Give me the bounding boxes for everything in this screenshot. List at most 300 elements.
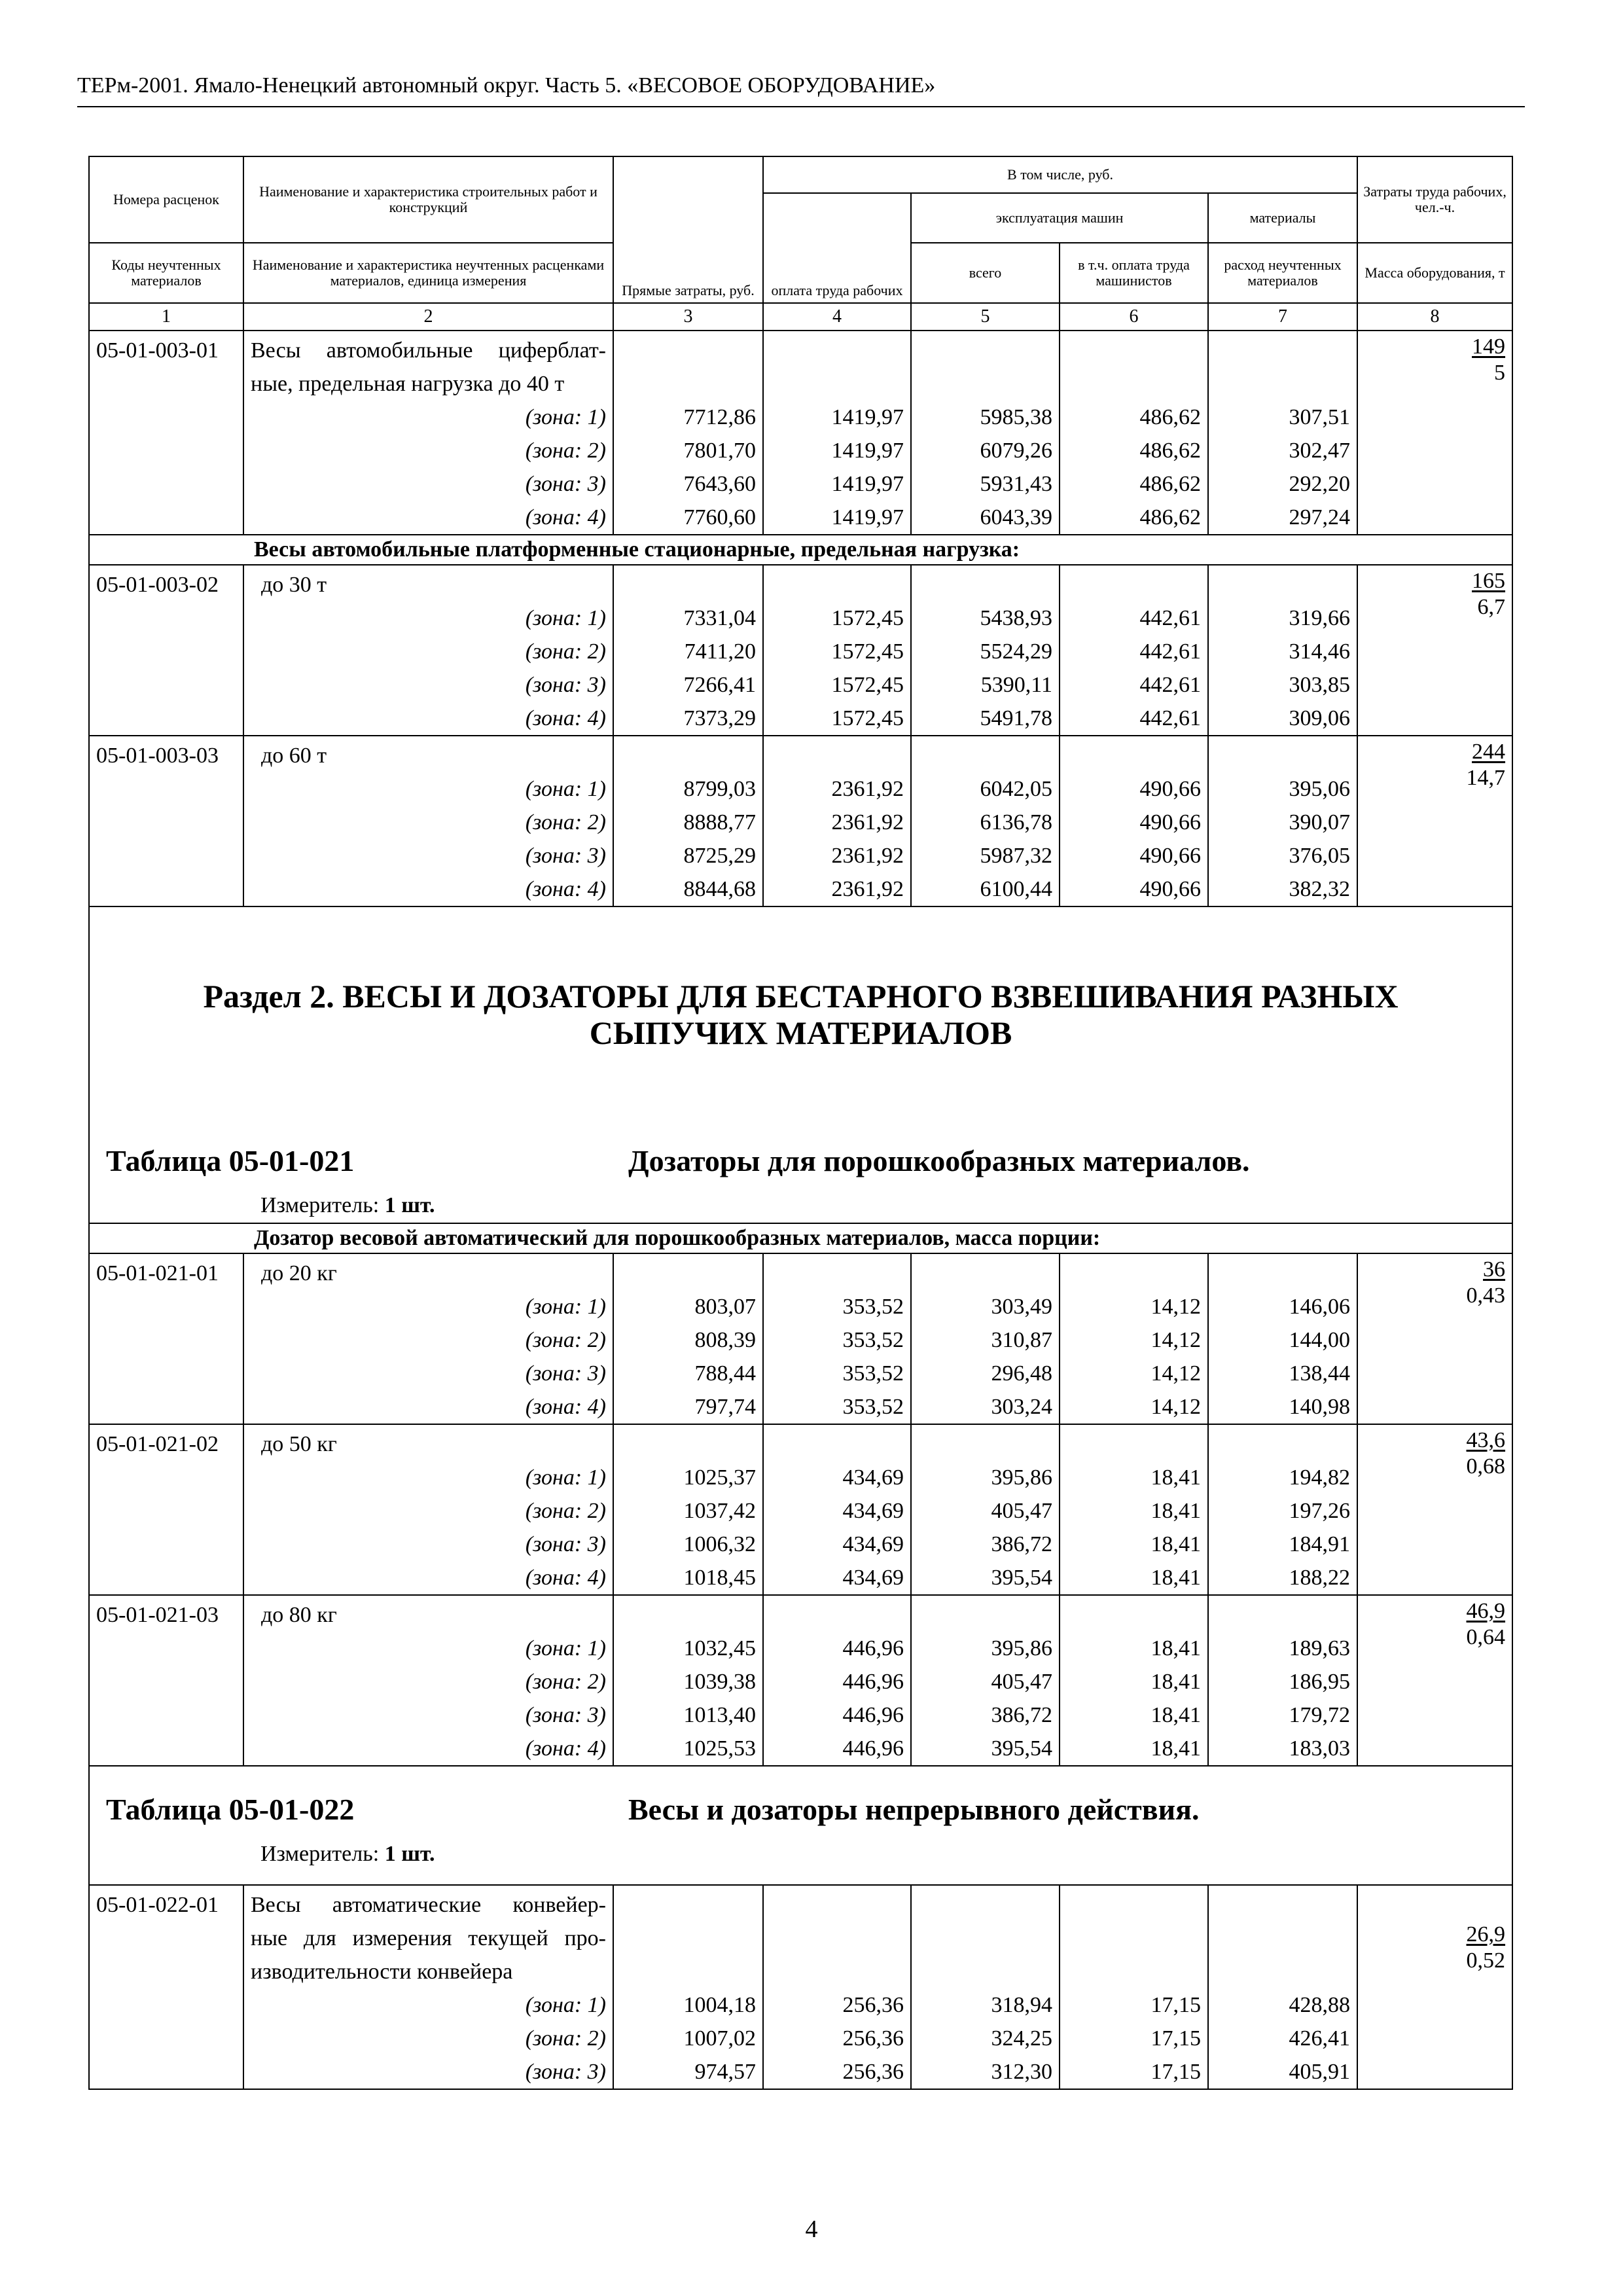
value-materials: 428,88 bbox=[1289, 1993, 1351, 2017]
value-materials: 188,22 bbox=[1289, 1566, 1351, 1590]
zone-label: (зона: 4) bbox=[525, 1736, 606, 1761]
rate-code: 05-01-022-01 bbox=[89, 1885, 243, 2089]
value-operators: 14,12 bbox=[1150, 1395, 1201, 1419]
rate-row bbox=[89, 1885, 1512, 2089]
col-total: всего bbox=[911, 243, 1060, 303]
value-operators: 486,62 bbox=[1139, 472, 1201, 496]
value-direct: 8725,29 bbox=[683, 844, 756, 868]
cell-operators bbox=[1060, 331, 1208, 535]
value-operators: 17,15 bbox=[1150, 2060, 1201, 2084]
col-codes-unaccounted: Коды неучтенных материалов bbox=[89, 243, 243, 303]
rate-name-line: до 50 кг bbox=[261, 1432, 337, 1456]
zone-label: (зона: 3) bbox=[525, 472, 606, 496]
spacer bbox=[1067, 1257, 1201, 1290]
rate-code: 05-01-021-02 bbox=[89, 1424, 243, 1595]
value-direct: 1037,42 bbox=[683, 1499, 756, 1523]
value-operators: 18,41 bbox=[1150, 1670, 1201, 1694]
cell-operators bbox=[1060, 565, 1208, 736]
cell-pay bbox=[763, 1595, 911, 1766]
value-direct: 7411,20 bbox=[684, 639, 756, 664]
value-machines: 303,49 bbox=[991, 1295, 1052, 1319]
value-operators: 17,15 bbox=[1150, 1993, 1201, 2017]
rate-name-line: до 20 кг bbox=[261, 1261, 337, 1285]
value-machines: 5390,11 bbox=[980, 673, 1052, 697]
value-operators: 18,41 bbox=[1150, 1636, 1201, 1660]
value-operators: 17,15 bbox=[1150, 2026, 1201, 2051]
value-direct: 7801,70 bbox=[683, 439, 756, 463]
cell-machines bbox=[911, 331, 1060, 535]
labor-value: 26,9 bbox=[1466, 1922, 1506, 1946]
cell-operators bbox=[1060, 1424, 1208, 1595]
zone-label: (зона: 2) bbox=[525, 1328, 606, 1352]
cell-direct bbox=[613, 565, 763, 736]
value-direct: 8888,77 bbox=[683, 810, 756, 834]
rate-name-cell bbox=[243, 736, 613, 906]
value-operators: 486,62 bbox=[1139, 505, 1201, 529]
col-direct-costs: Прямые затраты, руб. bbox=[613, 156, 763, 303]
value-pay: 446,96 bbox=[842, 1703, 904, 1727]
spacer bbox=[918, 1427, 1052, 1461]
table-unit bbox=[260, 1837, 435, 1871]
value-direct: 7331,04 bbox=[683, 606, 756, 630]
spacer bbox=[770, 367, 904, 401]
value-pay: 1572,45 bbox=[831, 606, 904, 630]
spacer bbox=[1215, 1888, 1350, 1922]
zone-label: (зона: 3) bbox=[525, 1361, 606, 1386]
value-machines: 310,87 bbox=[991, 1328, 1052, 1352]
value-direct: 1007,02 bbox=[683, 2026, 756, 2051]
zone-label: (зона: 2) bbox=[525, 439, 606, 463]
spacer bbox=[1215, 367, 1350, 401]
value-direct: 7712,86 bbox=[683, 405, 756, 429]
zone-label: (зона: 2) bbox=[525, 1670, 606, 1694]
value-machines: 5491,78 bbox=[980, 706, 1052, 730]
value-machines: 5985,38 bbox=[980, 405, 1052, 429]
labor-value: 36 bbox=[1483, 1257, 1506, 1282]
value-pay: 353,52 bbox=[842, 1395, 904, 1419]
zone-label: (зона: 1) bbox=[525, 606, 606, 630]
spacer bbox=[620, 1427, 756, 1461]
cell-pay bbox=[763, 331, 911, 535]
spacer bbox=[770, 334, 904, 367]
value-operators: 18,41 bbox=[1150, 1566, 1201, 1590]
spacer bbox=[620, 568, 756, 601]
col-work-name: Наименование и характеристика строительных работ и конструкций bbox=[243, 156, 613, 243]
spacer bbox=[1215, 334, 1350, 367]
zone-label: (зона: 2) bbox=[525, 1499, 606, 1523]
mass-value: 0,43 bbox=[1466, 1283, 1506, 1308]
value-pay: 1572,45 bbox=[831, 673, 904, 697]
col-labor-costs: Затраты труда рабочих, чел.-ч. bbox=[1357, 156, 1512, 243]
spacer bbox=[1067, 739, 1201, 772]
value-machines: 5524,29 bbox=[980, 639, 1052, 664]
value-materials: 307,51 bbox=[1289, 405, 1351, 429]
spacer bbox=[918, 334, 1052, 367]
labor-mass-cell bbox=[1357, 736, 1512, 906]
value-operators: 490,66 bbox=[1139, 844, 1201, 868]
value-machines: 395,86 bbox=[991, 1465, 1052, 1490]
spacer bbox=[1215, 568, 1350, 601]
cell-pay bbox=[763, 1885, 911, 2089]
zone-label: (зона: 3) bbox=[525, 1703, 606, 1727]
col-unaccounted-consumption: расход неучтенных материалов bbox=[1208, 243, 1357, 303]
spacer bbox=[918, 1257, 1052, 1290]
value-materials: 292,20 bbox=[1289, 472, 1351, 496]
rate-row bbox=[89, 1595, 1512, 1766]
value-pay: 2361,92 bbox=[831, 877, 904, 901]
value-pay: 1419,97 bbox=[831, 405, 904, 429]
cell-operators bbox=[1060, 736, 1208, 906]
spacer bbox=[1364, 1888, 1505, 1922]
header-rule bbox=[77, 106, 1525, 107]
value-materials: 146,06 bbox=[1289, 1295, 1351, 1319]
value-pay: 1572,45 bbox=[831, 639, 904, 664]
rate-name-cell bbox=[243, 1424, 613, 1595]
section-2-intro bbox=[89, 906, 1512, 1223]
spacer bbox=[770, 739, 904, 772]
value-operators: 18,41 bbox=[1150, 1532, 1201, 1556]
rates-table bbox=[88, 156, 1513, 2090]
rate-code: 05-01-021-01 bbox=[89, 1253, 243, 1424]
page-number: 4 bbox=[805, 2215, 818, 2243]
zone-label: (зона: 4) bbox=[525, 1566, 606, 1590]
value-materials: 189,63 bbox=[1289, 1636, 1351, 1660]
value-machines: 405,47 bbox=[991, 1499, 1052, 1523]
cell-direct bbox=[613, 736, 763, 906]
value-machines: 5931,43 bbox=[980, 472, 1052, 496]
zone-label: (зона: 4) bbox=[525, 505, 606, 529]
value-materials: 319,66 bbox=[1289, 606, 1351, 630]
value-direct: 1018,45 bbox=[683, 1566, 756, 1590]
value-pay: 1572,45 bbox=[831, 706, 904, 730]
spacer bbox=[918, 568, 1052, 601]
rate-name-line: Весы автомобильные циферблат- bbox=[251, 338, 606, 363]
value-materials: 184,91 bbox=[1289, 1532, 1351, 1556]
value-direct: 1039,38 bbox=[683, 1670, 756, 1694]
labor-mass-cell bbox=[1357, 565, 1512, 736]
rate-name-line: Весы автоматические конвейер- bbox=[251, 1893, 606, 1917]
page-header: ТЕРм-2001. Ямало-Ненецкий автономный округ. Часть 5. «ВЕСОВОЕ ОБОРУДОВАНИЕ» bbox=[77, 73, 936, 98]
cell-direct bbox=[613, 1253, 763, 1424]
value-operators: 490,66 bbox=[1139, 810, 1201, 834]
value-pay: 353,52 bbox=[842, 1328, 904, 1352]
value-pay: 1419,97 bbox=[831, 505, 904, 529]
value-machines: 6043,39 bbox=[980, 505, 1052, 529]
labor-mass-cell bbox=[1357, 1885, 1512, 2089]
spacer bbox=[1067, 1955, 1201, 1988]
table-caption bbox=[96, 1793, 1505, 1884]
cell-machines bbox=[911, 736, 1060, 906]
value-materials: 395,06 bbox=[1289, 777, 1351, 801]
col-in-total: В том числе, руб. bbox=[763, 156, 1357, 193]
value-materials: 309,06 bbox=[1289, 706, 1351, 730]
zone-label: (зона: 1) bbox=[525, 405, 606, 429]
value-machines: 303,24 bbox=[991, 1395, 1052, 1419]
value-machines: 395,86 bbox=[991, 1636, 1052, 1660]
section-heading-line: СЫПУЧИХ МАТЕРИАЛОВ bbox=[589, 1014, 1012, 1051]
value-materials: 302,47 bbox=[1289, 439, 1351, 463]
cell-operators bbox=[1060, 1253, 1208, 1424]
spacer bbox=[918, 739, 1052, 772]
labor-value: 149 bbox=[1472, 334, 1506, 359]
cell-pay bbox=[763, 565, 911, 736]
col-rate-numbers: Номера расценок bbox=[89, 156, 243, 243]
spacer bbox=[1067, 1888, 1201, 1922]
value-materials: 140,98 bbox=[1289, 1395, 1351, 1419]
group-title: Дозатор весовой автоматический для порошкообразных материалов, масса порции: bbox=[89, 1223, 1512, 1253]
value-operators: 18,41 bbox=[1150, 1465, 1201, 1490]
value-direct: 974,57 bbox=[694, 2060, 756, 2084]
zone-label: (зона: 2) bbox=[525, 810, 606, 834]
col-incl-operator-pay: в т.ч. оплата труда машинистов bbox=[1060, 243, 1208, 303]
cell-materials bbox=[1208, 331, 1357, 535]
unit-value: 1 шт. bbox=[384, 1193, 435, 1217]
spacer bbox=[1215, 1427, 1350, 1461]
zone-label: (зона: 1) bbox=[525, 777, 606, 801]
mass-value: 14,7 bbox=[1466, 766, 1506, 790]
group-row bbox=[89, 535, 1512, 565]
col-index: 5 bbox=[911, 303, 1060, 331]
unit-label: Измеритель: bbox=[260, 1842, 380, 1866]
rate-code: 05-01-003-03 bbox=[89, 736, 243, 906]
rate-name-line: до 80 кг bbox=[261, 1603, 337, 1627]
value-direct: 1004,18 bbox=[683, 1993, 756, 2017]
zone-label: (зона: 3) bbox=[525, 1532, 606, 1556]
value-machines: 386,72 bbox=[991, 1532, 1052, 1556]
zone-label: (зона: 4) bbox=[525, 877, 606, 901]
labor-mass-cell bbox=[1357, 1595, 1512, 1766]
zone-label: (зона: 3) bbox=[525, 2060, 606, 2084]
spacer bbox=[620, 1598, 756, 1632]
value-pay: 434,69 bbox=[842, 1532, 904, 1556]
labor-mass-cell bbox=[1357, 1424, 1512, 1595]
spacer bbox=[770, 1427, 904, 1461]
value-machines: 296,48 bbox=[991, 1361, 1052, 1386]
rate-row bbox=[89, 565, 1512, 736]
cell-materials bbox=[1208, 1885, 1357, 2089]
value-materials: 197,26 bbox=[1289, 1499, 1351, 1523]
cell-pay bbox=[763, 736, 911, 906]
group-row bbox=[89, 1223, 1512, 1253]
cell-machines bbox=[911, 1885, 1060, 2089]
value-pay: 446,96 bbox=[842, 1736, 904, 1761]
value-direct: 1025,53 bbox=[683, 1736, 756, 1761]
value-machines: 324,25 bbox=[991, 2026, 1052, 2051]
cell-operators bbox=[1060, 1595, 1208, 1766]
table-caption bbox=[96, 1144, 1505, 1223]
mass-value: 6,7 bbox=[1477, 595, 1506, 619]
value-operators: 18,41 bbox=[1150, 1703, 1201, 1727]
value-operators: 14,12 bbox=[1150, 1328, 1201, 1352]
spacer bbox=[770, 1598, 904, 1632]
cell-direct bbox=[613, 1595, 763, 1766]
value-operators: 14,12 bbox=[1150, 1295, 1201, 1319]
value-pay: 2361,92 bbox=[831, 777, 904, 801]
spacer bbox=[1215, 1955, 1350, 1988]
cell-direct bbox=[613, 1885, 763, 2089]
value-pay: 434,69 bbox=[842, 1499, 904, 1523]
col-index: 7 bbox=[1208, 303, 1357, 331]
value-materials: 297,24 bbox=[1289, 505, 1351, 529]
spacer bbox=[918, 1598, 1052, 1632]
value-materials: 382,32 bbox=[1289, 877, 1351, 901]
cell-materials bbox=[1208, 1424, 1357, 1595]
unit-label: Измеритель: bbox=[260, 1193, 380, 1217]
rate-name-line: до 30 т bbox=[261, 573, 327, 597]
value-machines: 405,47 bbox=[991, 1670, 1052, 1694]
value-pay: 446,96 bbox=[842, 1636, 904, 1660]
table-title: Таблица 05-01-021 bbox=[106, 1144, 355, 1177]
section-heading bbox=[96, 978, 1505, 1051]
value-materials: 426,41 bbox=[1289, 2026, 1351, 2051]
value-operators: 442,61 bbox=[1139, 639, 1201, 664]
spacer bbox=[1067, 1427, 1201, 1461]
cell-direct bbox=[613, 331, 763, 535]
value-pay: 2361,92 bbox=[831, 844, 904, 868]
section-heading-cell bbox=[89, 906, 1512, 1223]
value-operators: 490,66 bbox=[1139, 777, 1201, 801]
cell-machines bbox=[911, 1595, 1060, 1766]
spacer bbox=[1067, 568, 1201, 601]
col-materials: материалы bbox=[1208, 193, 1357, 243]
cell-operators bbox=[1060, 1885, 1208, 2089]
spacer bbox=[1215, 739, 1350, 772]
value-machines: 6136,78 bbox=[980, 810, 1052, 834]
spacer bbox=[620, 739, 756, 772]
value-materials: 303,85 bbox=[1289, 673, 1351, 697]
rate-name-line: ные для измерения текущей про- bbox=[251, 1926, 606, 1950]
col-index: 1 bbox=[89, 303, 243, 331]
value-operators: 442,61 bbox=[1139, 606, 1201, 630]
value-materials: 376,05 bbox=[1289, 844, 1351, 868]
spacer bbox=[918, 1922, 1052, 1955]
labor-mass-cell bbox=[1357, 331, 1512, 535]
table-caption-cell bbox=[89, 1766, 1512, 1885]
value-materials: 144,00 bbox=[1289, 1328, 1351, 1352]
value-pay: 434,69 bbox=[842, 1566, 904, 1590]
value-direct: 7266,41 bbox=[683, 673, 756, 697]
value-machines: 6100,44 bbox=[980, 877, 1052, 901]
value-operators: 486,62 bbox=[1139, 405, 1201, 429]
rate-name-line: ные, предельная нагрузка до 40 т bbox=[251, 372, 565, 396]
zone-label: (зона: 1) bbox=[525, 1465, 606, 1490]
table-unit bbox=[260, 1189, 435, 1222]
value-machines: 312,30 bbox=[991, 2060, 1052, 2084]
col-worker-pay: оплата труда рабочих bbox=[763, 193, 911, 303]
rate-row bbox=[89, 1424, 1512, 1595]
value-direct: 808,39 bbox=[694, 1328, 756, 1352]
cell-materials bbox=[1208, 736, 1357, 906]
spacer bbox=[1067, 367, 1201, 401]
value-materials: 194,82 bbox=[1289, 1465, 1351, 1490]
rate-name-cell bbox=[243, 1595, 613, 1766]
spacer bbox=[770, 1955, 904, 1988]
value-pay: 353,52 bbox=[842, 1361, 904, 1386]
cell-machines bbox=[911, 1424, 1060, 1595]
cell-machines bbox=[911, 1253, 1060, 1424]
rate-row bbox=[89, 736, 1512, 906]
unit-value: 1 шт. bbox=[384, 1842, 435, 1866]
spacer bbox=[620, 334, 756, 367]
group-title: Весы автомобильные платформенные стационарные, предельная нагрузка: bbox=[89, 535, 1512, 565]
spacer bbox=[620, 1922, 756, 1955]
spacer bbox=[1067, 334, 1201, 367]
value-machines: 395,54 bbox=[991, 1566, 1052, 1590]
value-materials: 314,46 bbox=[1289, 639, 1351, 664]
rate-row bbox=[89, 331, 1512, 535]
col-index: 8 bbox=[1357, 303, 1512, 331]
rate-name-cell bbox=[243, 565, 613, 736]
rate-name-cell bbox=[243, 331, 613, 535]
zone-label: (зона: 1) bbox=[525, 1295, 606, 1319]
rate-code: 05-01-003-02 bbox=[89, 565, 243, 736]
spacer bbox=[1215, 1922, 1350, 1955]
table-description: Дозаторы для порошкообразных материалов. bbox=[628, 1144, 1250, 1177]
value-machines: 395,54 bbox=[991, 1736, 1052, 1761]
value-direct: 1025,37 bbox=[683, 1465, 756, 1490]
cell-pay bbox=[763, 1424, 911, 1595]
rate-code: 05-01-021-03 bbox=[89, 1595, 243, 1766]
value-operators: 18,41 bbox=[1150, 1499, 1201, 1523]
value-materials: 183,03 bbox=[1289, 1736, 1351, 1761]
rate-code: 05-01-003-01 bbox=[89, 331, 243, 535]
value-materials: 138,44 bbox=[1289, 1361, 1351, 1386]
rate-name-line: до 60 т bbox=[261, 744, 327, 768]
value-pay: 1419,97 bbox=[831, 439, 904, 463]
value-machines: 5438,93 bbox=[980, 606, 1052, 630]
value-direct: 7643,60 bbox=[683, 472, 756, 496]
value-pay: 1419,97 bbox=[831, 472, 904, 496]
value-machines: 5987,32 bbox=[980, 844, 1052, 868]
value-machines: 386,72 bbox=[991, 1703, 1052, 1727]
labor-value: 46,9 bbox=[1466, 1599, 1506, 1623]
spacer bbox=[620, 1955, 756, 1988]
cell-materials bbox=[1208, 565, 1357, 736]
zone-label: (зона: 4) bbox=[525, 706, 606, 730]
zone-label: (зона: 3) bbox=[525, 844, 606, 868]
spacer bbox=[620, 367, 756, 401]
value-direct: 788,44 bbox=[694, 1361, 756, 1386]
spacer bbox=[620, 1257, 756, 1290]
spacer bbox=[918, 1955, 1052, 1988]
value-operators: 490,66 bbox=[1139, 877, 1201, 901]
value-operators: 442,61 bbox=[1139, 673, 1201, 697]
labor-value: 244 bbox=[1472, 740, 1506, 764]
table-description: Весы и дозаторы непрерывного действия. bbox=[628, 1793, 1200, 1826]
rate-name-line: изводительности конвейера bbox=[251, 1960, 513, 1984]
rate-row bbox=[89, 1253, 1512, 1424]
col-index: 4 bbox=[763, 303, 911, 331]
col-index: 3 bbox=[613, 303, 763, 331]
zone-label: (зона: 1) bbox=[525, 1636, 606, 1660]
cell-materials bbox=[1208, 1595, 1357, 1766]
spacer bbox=[770, 1257, 904, 1290]
cell-direct bbox=[613, 1424, 763, 1595]
col-index: 2 bbox=[243, 303, 613, 331]
cell-pay bbox=[763, 1253, 911, 1424]
spacer bbox=[918, 367, 1052, 401]
value-materials: 186,95 bbox=[1289, 1670, 1351, 1694]
mass-value: 5 bbox=[1494, 361, 1506, 385]
value-machines: 6079,26 bbox=[980, 439, 1052, 463]
value-pay: 256,36 bbox=[842, 2060, 904, 2084]
mass-value: 0,64 bbox=[1466, 1625, 1506, 1649]
col-machine-operation: эксплуатация машин bbox=[911, 193, 1208, 243]
spacer bbox=[1067, 1598, 1201, 1632]
value-operators: 14,12 bbox=[1150, 1361, 1201, 1386]
cell-machines bbox=[911, 565, 1060, 736]
value-direct: 1006,32 bbox=[683, 1532, 756, 1556]
